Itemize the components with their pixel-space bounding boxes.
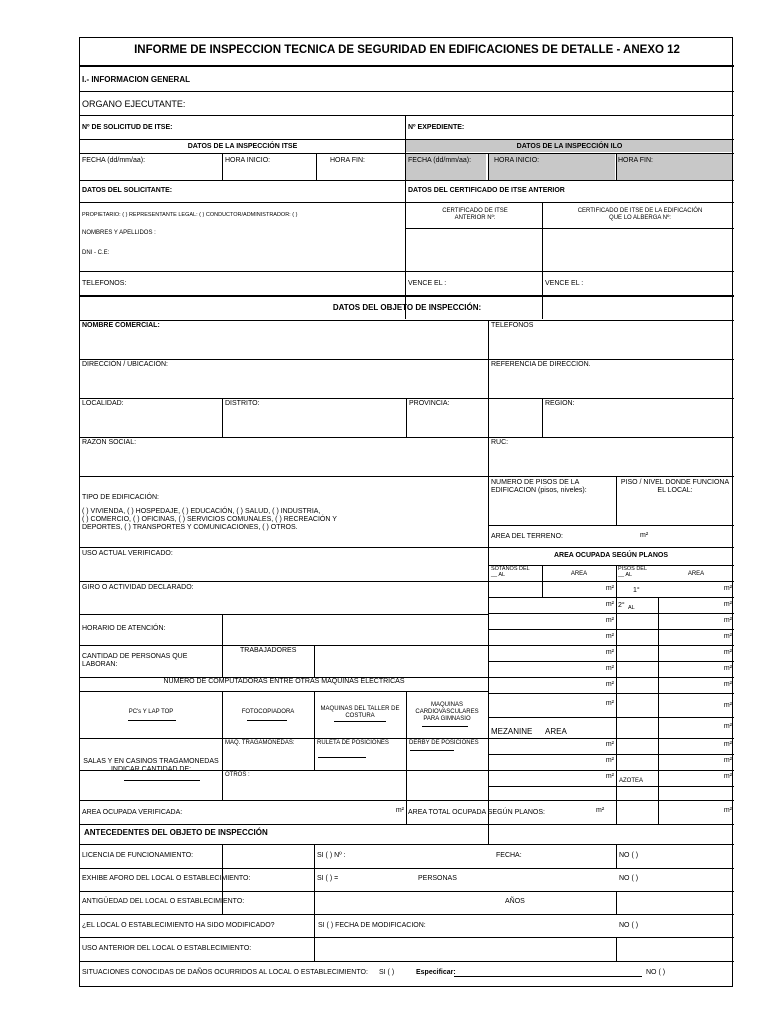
razon-social-label: RAZON SOCIAL: — [82, 439, 137, 446]
m2-l-10: m² — [605, 757, 614, 764]
cert-anterior-label: CERTIFICADO DE ITSE ANTERIOR Nº: — [442, 208, 508, 221]
m2-r-5: m² — [723, 649, 732, 656]
area-terreno-unit: m² — [640, 532, 649, 539]
licencia-fecha: FECHA: — [496, 852, 522, 859]
situaciones-no: NO ( ) — [646, 969, 666, 976]
fotocopiadora-field[interactable] — [247, 720, 287, 721]
piso-nivel-label: PISO / NIVEL DONDE FUNCIONA EL LOCAL: — [620, 479, 730, 494]
pisos-del-label: PISOS DEL __ AL — [618, 566, 647, 578]
piso-2-al: AL — [628, 605, 635, 611]
m2-l-1: m² — [605, 585, 614, 592]
area-terreno-label: AREA DEL TERRENO: — [491, 533, 563, 540]
salas-field[interactable] — [124, 780, 200, 781]
m2-r-11: m² — [723, 757, 732, 764]
salas-label: SALAS Y EN CASINOS TRAGAMONEDAS INDICAR CANTIDAD DE: — [83, 758, 219, 773]
tipo-edificacion-label: TIPO DE EDIFICACIÓN: — [82, 494, 160, 501]
ilo-hora-fin-label: HORA FIN: — [618, 157, 654, 164]
uso-anterior-label: USO ANTERIOR DEL LOCAL O ESTABLECIMIENTO: — [82, 945, 252, 952]
datos-ilo-header: DATOS DE LA INSPECCIÓN ILO — [516, 143, 623, 150]
especificar-label: Especificar: — [416, 969, 456, 976]
azotea-label: AZOTEA — [619, 778, 644, 784]
area-total-unit-2: m² — [723, 807, 732, 814]
m2-l-2: m² — [605, 601, 614, 608]
m2-r-10: m² — [723, 741, 732, 748]
area-verificada-unit: m² — [395, 807, 404, 814]
provincia-label: PROVINCIA: — [409, 400, 450, 407]
itse-hora-fin-label: HORA FIN: — [330, 157, 366, 164]
m2-r-7: m² — [723, 681, 732, 688]
m2-r-1: m² — [723, 585, 732, 592]
m2-r-4: m² — [723, 633, 732, 640]
expediente-label: Nº EXPEDIENTE: — [408, 124, 465, 131]
antiguedad-label: ANTIGÜEDAD DEL LOCAL O ESTABLECIMIENTO: — [82, 898, 245, 905]
aforo-no: NO ( ) — [619, 875, 639, 882]
costura-field[interactable] — [334, 721, 386, 722]
mezanine-area-label: AREA — [545, 727, 567, 736]
referencia-label: REFERENCIA DE DIRECCION. — [491, 361, 591, 368]
tipo-line-1: ( ) VIVIENDA, ( ) HOSPEDAJE, ( ) EDUCACIÓN, ( ) SALUD, ( ) INDUSTRIA, — [82, 508, 321, 515]
area-verificada-label: AREA OCUPADA VERIFICADA: — [82, 809, 183, 816]
m2-l-4: m² — [605, 633, 614, 640]
itse-fecha-label: FECHA (dd/mm/aa): — [82, 157, 146, 164]
section-informacion-general: I.- INFORMACION GENERAL — [82, 75, 190, 84]
derby-field[interactable] — [410, 750, 454, 751]
maq-gimnasio-label: MAQUINAS CARDIOVASCULARES PARA GIMNASIO — [415, 702, 479, 722]
area-planos-header: AREA OCUPADA SEGÚN PLANOS — [553, 552, 669, 559]
telefonos2-label: TELEFONOS — [491, 322, 534, 329]
ruleta-label: RULETA DE POSICIONES — [317, 740, 389, 746]
tipo-line-2: ( ) COMERCIO, ( ) OFICINAS, ( ) SERVICIOS COMUNALES, ( ) RECREACIÓN Y — [82, 516, 337, 523]
modificado-no: NO ( ) — [619, 922, 639, 929]
ruc-label: RUC: — [491, 439, 509, 446]
gimnasio-field[interactable] — [422, 726, 468, 727]
ilo-fecha-label: FECHA (dd/mm/aa): — [408, 157, 472, 164]
uso-actual-label: USO ACTUAL VERIFICADO: — [82, 550, 173, 557]
piso-1-label: 1° — [633, 587, 640, 594]
solicitud-label: Nº DE SOLICITUD DE ITSE: — [82, 124, 173, 131]
area-col-2: AREA — [687, 571, 705, 577]
licencia-no: NO ( ) — [619, 852, 639, 859]
datos-objeto-header: DATOS DEL OBJETO DE INSPECCIÓN: — [332, 303, 482, 312]
m2-l-6: m² — [605, 665, 614, 672]
cert-alberga-label: CERTIFICADO DE ITSE DE LA EDIFICACIÓN QUE LO ALBERGA Nº: — [577, 208, 703, 221]
dni-label: DNI - C.E: — [82, 250, 110, 256]
area-col-1: AREA — [570, 571, 588, 577]
m2-l-3: m² — [605, 617, 614, 624]
fotocopiadora-label: FOTOCOPIADORA — [241, 709, 295, 715]
region-label: REGION: — [545, 400, 575, 407]
m2-l-8: m² — [605, 700, 614, 707]
ilo-hora-inicio-label: HORA INICIO: — [494, 157, 540, 164]
pcs-field[interactable] — [128, 720, 176, 721]
direccion-label: DIRECCIÓN / UBICACIÓN: — [82, 361, 168, 368]
modificado-label: ¿EL LOCAL O ESTABLECIMIENTO HA SIDO MODIFICADO? — [82, 922, 275, 929]
cantidad-personas-label: CANTIDAD DE PERSONAS QUE LABORAN: — [82, 653, 188, 668]
m2-r-2: m² — [723, 601, 732, 608]
m2-r-9: m² — [723, 723, 732, 730]
aforo-label: EXHIBE AFORO DEL LOCAL O ESTABLECIMIENTO: — [82, 875, 251, 882]
aforo-si: SI ( ) = — [317, 875, 339, 882]
situaciones-label: SITUACIONES CONOCIDAS DE DAÑOS OCURRIDOS AL LOCAL O ESTABLECIMIENTO: — [82, 969, 368, 976]
antecedentes-header: ANTECEDENTES DEL OBJETO DE INSPECCIÓN — [84, 828, 268, 837]
pcs-label: PC's Y LAP TOP — [128, 709, 174, 715]
piso-2-label: 2° — [618, 602, 625, 609]
maq-traga-label: MAQ. TRAGAMONEDAS: — [225, 740, 295, 746]
datos-certificado-label: DATOS DEL CERTIFICADO DE ITSE ANTERIOR — [408, 187, 565, 194]
area-total-unit: m² — [596, 807, 605, 814]
form-title: INFORME DE INSPECCION TECNICA DE SEGURIDAD EN EDIFICACIONES DE DETALLE - ANEXO 12 — [134, 44, 680, 56]
sotanos-label: SÓTANOS DEL __ AL — [491, 566, 530, 578]
giro-label: GIRO O ACTIVIDAD DECLARADO: — [82, 584, 194, 591]
datos-itse-header: DATOS DE LA INSPECCIÓN ITSE — [187, 143, 298, 150]
aforo-personas: PERSONAS — [418, 875, 457, 882]
m2-l-11: m² — [605, 773, 614, 780]
especificar-field[interactable] — [454, 976, 642, 977]
trabajadores-label: TRABAJADORES — [240, 647, 297, 654]
itse-hora-inicio-label: HORA INICIO: — [225, 157, 271, 164]
roles-line: PROPIETARIO: ( ) REPRESENTANTE LEGAL: ( ) CONDUCTOR/ADMINISTRADOR: ( ) — [82, 212, 298, 218]
horario-label: HORARIO DE ATENCIÓN: — [82, 625, 166, 632]
m2-l-5: m² — [605, 649, 614, 656]
nombres-label: NOMBRES Y APELLIDOS : — [82, 230, 156, 236]
modificado-si: SI ( ) FECHA DE MODIFICACION: — [318, 922, 426, 929]
nombre-comercial-label: NOMBRE COMERCIAL: — [82, 322, 160, 329]
num-pisos-label: NUMERO DE PISOS DE LA EDIFICACION (pisos, niveles): — [491, 479, 587, 494]
licencia-si: SI ( ) Nº : — [317, 852, 346, 859]
ruleta-field[interactable] — [318, 757, 366, 758]
organo-label: ORGANO EJECUTANTE: — [82, 99, 186, 109]
derby-label: DERBY DE POSICIONES — [409, 740, 479, 746]
mezanine-label: MEZANINE — [491, 727, 533, 736]
situaciones-si: SI ( ) — [379, 969, 395, 976]
otros-label: OTROS : — [225, 772, 250, 778]
tipo-line-3: DEPORTES, ( ) TRANSPORTES Y COMUNICACIONES, ( ) OTROS. — [82, 524, 298, 531]
maq-costura-label: MAQUINAS DEL TALLER DE COSTURA — [320, 706, 400, 719]
area-total-label: AREA TOTAL OCUPADA SEGÚN PLANOS: — [408, 809, 545, 816]
m2-r-6: m² — [723, 665, 732, 672]
licencia-label: LICENCIA DE FUNCIONAMIENTO: — [82, 852, 194, 859]
m2-r-8: m² — [723, 702, 732, 709]
telefonos-label: TELEFONOS: — [82, 280, 127, 287]
vence-label-1: VENCE EL : — [408, 280, 447, 287]
antiguedad-anos: AÑOS — [505, 898, 525, 905]
distrito-label: DISTRITO: — [225, 400, 260, 407]
num-computadoras-label: NUMERO DE COMPUTADORAS ENTRE OTRAS MAQUINAS ELECTRICAS — [163, 678, 405, 685]
m2-l-9: m² — [605, 741, 614, 748]
m2-l-7: m² — [605, 681, 614, 688]
vence-label-2: VENCE EL : — [545, 280, 584, 287]
localidad-label: LOCALIDAD: — [82, 400, 124, 407]
m2-r-3: m² — [723, 617, 732, 624]
m2-r-12: m² — [723, 773, 732, 780]
datos-solicitante-label: DATOS DEL SOLICITANTE: — [82, 187, 173, 194]
inspection-form — [79, 37, 733, 987]
